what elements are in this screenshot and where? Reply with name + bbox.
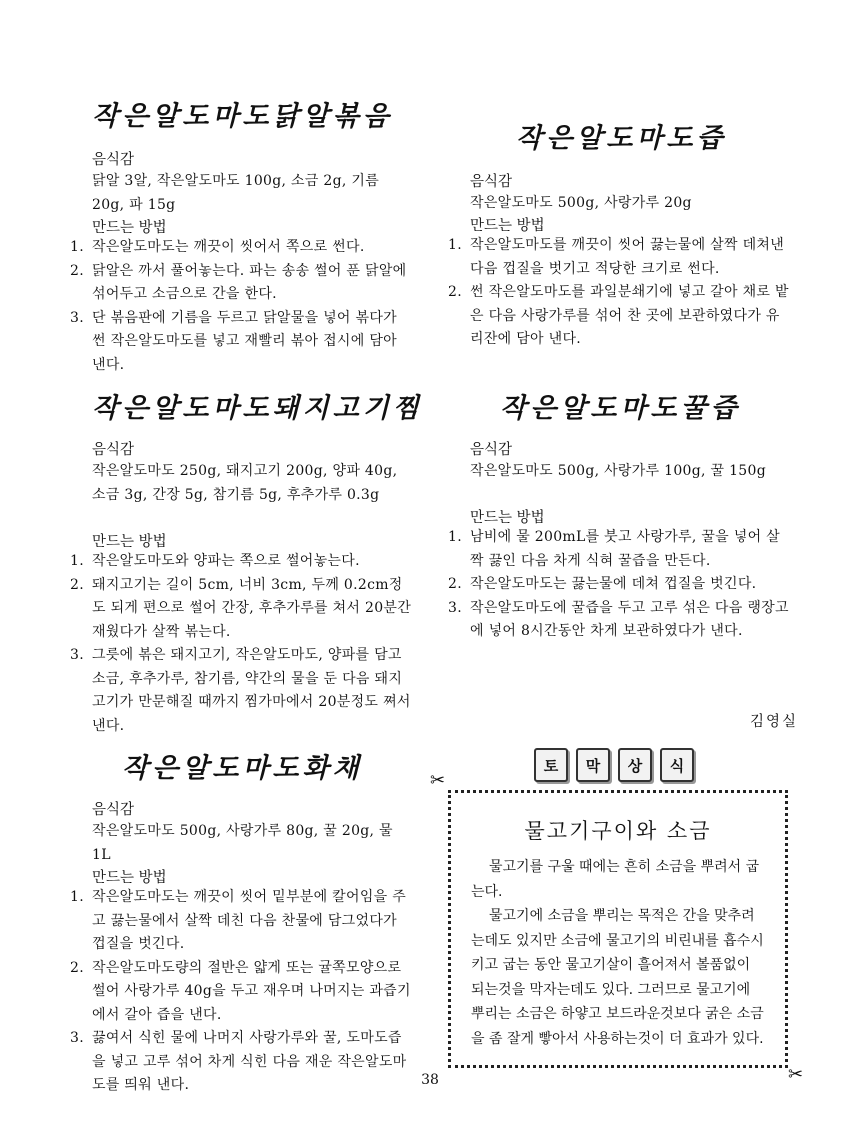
step-item: 1. 남비에 물 200mL를 붓고 사랑가루, 꿀을 넣어 살짝 끓인 다음 차게 식혀 꿀즙을 만든다.	[448, 529, 780, 569]
step-item: 2. 돼지고기는 길이 5cm, 너비 3cm, 두께 0.2cm정도 되게 편으로 썰어 간장, 후추가루를 쳐서 20분간 재웠다가 살짝 볶는다.	[70, 576, 412, 640]
recipe-title-fried-eggs: 작은알도마도닭알볶음	[92, 101, 393, 132]
step-item: 1. 작은알도마도는 깨끗이 씻어 밑부분에 칼어임을 주고 끓는물에서 살짝 데친 다음 찬물에 담그었다가 껍질을 벗긴다.	[70, 889, 407, 952]
step-item: 1. 작은알도마도를 깨끗이 씻어 끓는물에 살짝 데쳐낸 다음 껍질을 벗기고 적당한 크기로 썬다.	[448, 237, 785, 277]
ingredients-text: 작은알도마도 500g, 사랑가루 100g, 꿀 150g	[470, 463, 766, 479]
tip-heading	[534, 748, 694, 782]
ingredients-label: 음식감	[92, 152, 135, 168]
step-item: 2. 작은알도마도는 끓는물에 데쳐 껍질을 벗긴다.	[448, 576, 757, 592]
step-item: 3. 그릇에 볶은 돼지고기, 작은알도마도, 양파를 담고 소금, 후추가루, 참기름, 약간의 물을 둔 다음 돼지고기가 만문해질 때까지 찜가마에서 20분정도 쪄서 낸다.	[70, 647, 411, 734]
ingredients-text: 닭알 3알, 작은알도마도 100g, 소금 2g, 기름 20g, 파 15g	[92, 173, 380, 213]
ingredients-label: 음식감	[92, 442, 135, 458]
ingredients-label: 음식감	[470, 174, 513, 190]
method-steps	[70, 886, 412, 1098]
method-label: 만드는 방법	[470, 510, 545, 526]
ingredients-label: 음식감	[92, 802, 135, 818]
step-item: 3. 단 볶음판에 기름을 두르고 닭알물을 넣어 볶다가 썬 작은알도마도를 넣고 재빨리 볶아 접시에 담아 낸다.	[70, 309, 397, 373]
author-name: 김영실	[749, 714, 798, 730]
method-steps	[448, 234, 790, 352]
recipe-title-honey-juice: 작은알도마도꿀즙	[500, 393, 741, 424]
tip-paragraph: 물고기에 소금을 뿌리는 목적은 간을 맞추려는데도 있지만 소금에 물고기의 비린내를 흡수시키고 굽는 동안 물고기살이 흘어져서 볼품없이 되는것을 막자는데도 있다. 그러므로 물고기에 뿌리는 소금은 하얗고 보드라운것보다 굵은 소금을 좀 잘게 빻아서 사용하는것이 더 효과가 있다.	[471, 908, 764, 1047]
step-item: 1. 작은알도마도와 양파는 쪽으로 썰어놓는다.	[70, 553, 360, 569]
recipe-title-pork: 작은알도마도돼지고기찜	[92, 393, 423, 424]
method-steps	[70, 550, 412, 738]
step-item: 2. 썬 작은알도마도를 과일분쇄기에 넣고 갈아 채로 밭은 다음 사랑가루를 섞어 찬 곳에 보관하였다가 유리잔에 담아 낸다.	[448, 284, 789, 347]
tip-heading-char: 토	[534, 748, 568, 782]
method-steps	[70, 236, 412, 377]
tip-title: 물고기구이와 소금	[524, 819, 712, 843]
ingredients-text: 작은알도마도 500g, 사랑가루 20g	[470, 195, 692, 211]
method-label: 만드는 방법	[92, 220, 167, 236]
step-item: 3. 작은알도마도에 꿀즙을 두고 고루 섞은 다음 랭장고에 넣어 8시간동안 차게 보관하였다가 낸다.	[448, 599, 789, 639]
scissors-icon: ✂	[430, 770, 446, 791]
tip-heading-char: 식	[660, 748, 694, 782]
scissors-icon: ✂	[788, 1064, 804, 1085]
tip-heading-char: 막	[576, 748, 610, 782]
method-label: 만드는 방법	[470, 218, 545, 234]
ingredients-text: 작은알도마도 250g, 돼지고기 200g, 양파 40g, 소금 3g, 간장 5g, 참기름 5g, 후추가루 0.3g	[92, 463, 398, 503]
step-item: 1. 작은알도마도는 깨끗이 씻어서 쪽으로 썬다.	[70, 239, 365, 255]
tip-body	[471, 855, 767, 1051]
method-label: 만드는 방법	[92, 870, 167, 886]
method-steps	[448, 526, 790, 644]
tip-box	[448, 790, 788, 1068]
tip-paragraph: 물고기를 구울 때에는 흔히 소금을 뿌려서 굽는다.	[471, 859, 760, 900]
ingredients-label: 음식감	[470, 442, 513, 458]
ingredients-text: 작은알도마도 500g, 사랑가루 80g, 꿀 20g, 물 1L	[92, 823, 393, 863]
tip-heading-char: 상	[618, 748, 652, 782]
method-label: 만드는 방법	[92, 534, 167, 550]
page-number: 38	[421, 1072, 439, 1088]
recipe-title-juice: 작은알도마도즙	[516, 123, 727, 154]
step-item: 2. 닭알은 까서 풀어놓는다. 파는 송송 썰어 푼 닭알에 섞어두고 소금으로 간을 한다.	[70, 262, 407, 302]
step-item: 2. 작은알도마도량의 절반은 얇게 또는 귤쪽모양으로 썰어 사랑가루 40g을 두고 재우며 나머지는 과즙기에서 갈아 즙을 낸다.	[70, 959, 411, 1023]
step-item: 3. 끓여서 식힌 물에 나머지 사랑가루와 꿀, 도마도즙을 넣고 고루 섞어 차게 식힌 다음 재운 작은알도마도를 띄워 낸다.	[70, 1030, 407, 1093]
recipe-title-punch: 작은알도마도화채	[122, 753, 363, 784]
